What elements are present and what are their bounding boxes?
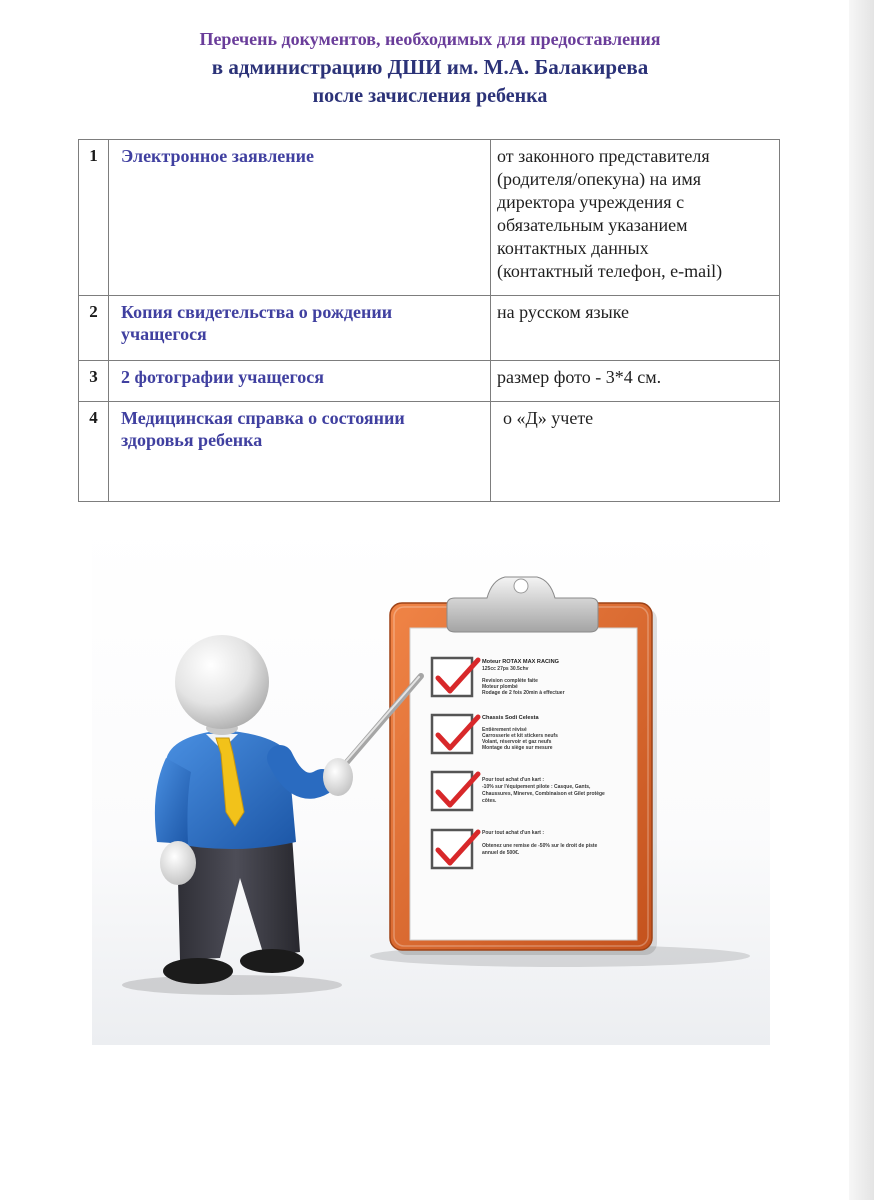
note-line: от законного представителя: [497, 146, 710, 166]
note-line: (родителя/опекуна) на имя: [497, 169, 702, 189]
title-line-2: в администрацию ДШИ им. М.А. Балакирева: [211, 55, 649, 79]
clipboard-text: Moteur ROTAX MAX RACING: [482, 659, 559, 665]
clipboard-text: Volant, réservoir et gaz neufs: [482, 739, 552, 745]
note-line: на русском языке: [497, 302, 630, 322]
note-line: о «Д» учете: [503, 408, 594, 428]
documents-table: [78, 139, 780, 502]
clipboard-text: Pour tout achat d'un kart :: [482, 830, 545, 836]
note-cell: [491, 140, 780, 296]
clipboard-text: Chaussures, Minerve, Combinaison et Gilet protège: [482, 791, 605, 797]
clipboard-text: Obtenez une remise de -50% sur le droit de piste: [482, 843, 598, 849]
document-line: учащегося: [121, 324, 207, 344]
clipboard-text: côtes.: [482, 798, 497, 804]
note-cell: [491, 361, 780, 402]
clipboard-text: Chassis Sodi Celesta: [482, 715, 539, 721]
title-line-1: Перечень документов, необходимых для предоставления: [199, 29, 661, 49]
row-number-cell: 2: [79, 296, 109, 361]
note-line: директора учреждения с: [497, 192, 685, 212]
document-line: 2 фотографии учащегося: [121, 367, 324, 387]
clipboard-text: 125cc 27ps 30.5chv: [482, 666, 529, 672]
document-line: Копия свидетельства о рождении: [121, 302, 393, 322]
document-cell: [109, 296, 491, 361]
clipboard-text: annuel de 500€.: [482, 850, 520, 856]
note-cell: [491, 296, 780, 361]
document-cell: [109, 361, 491, 402]
document-line: здоровья ребенка: [121, 430, 263, 450]
clipboard-text: -10% sur l'équipement pilote : Casque, Gants,: [482, 784, 591, 790]
title-line-3: после зачисления ребенка: [312, 85, 548, 107]
table-row: [79, 361, 780, 402]
checklist-illustration: [90, 515, 775, 1050]
note-cell: [491, 402, 780, 502]
head: [175, 635, 269, 729]
clip-ring-icon: [514, 579, 528, 593]
left-hand: [160, 841, 196, 885]
note-line: (контактный телефон, e-mail): [497, 261, 723, 281]
clipboard-text: Pour tout achat d'un kart :: [482, 777, 545, 783]
table-row: [79, 296, 780, 361]
row-number-cell: 3: [79, 361, 109, 402]
clipboard: [390, 577, 657, 955]
note-line: контактных данных: [497, 238, 649, 258]
document-cell: [109, 140, 491, 296]
clipboard-text: Montage du siège sur mesure: [482, 745, 553, 751]
right-shoe: [240, 949, 304, 973]
note-line: размер фото - 3*4 см.: [497, 367, 662, 387]
clipboard-text: Entièrement révisé: [482, 727, 527, 733]
document-line: Медицинская справка о состоянии: [121, 408, 405, 428]
row-number-cell: 1: [79, 140, 109, 296]
note-line: обязательным указанием: [497, 215, 688, 235]
row-number-cell: 4: [79, 402, 109, 502]
clipboard-text: Revision complète faite: [482, 678, 538, 684]
table-row: [79, 140, 780, 296]
table-row: [79, 402, 780, 502]
document-cell: [109, 402, 491, 502]
document-line: Электронное заявление: [121, 146, 315, 166]
scan-edge: [849, 0, 874, 1200]
figure-shadow: [122, 975, 342, 995]
left-shoe: [163, 958, 233, 984]
right-hand: [323, 758, 353, 796]
clipboard-text: Moteur plombé: [482, 684, 518, 690]
clipboard-text: Carrosserie et kit stickers neufs: [482, 733, 558, 739]
clipboard-text: Rodage de 2 fois 20min à effectuer: [482, 690, 565, 696]
